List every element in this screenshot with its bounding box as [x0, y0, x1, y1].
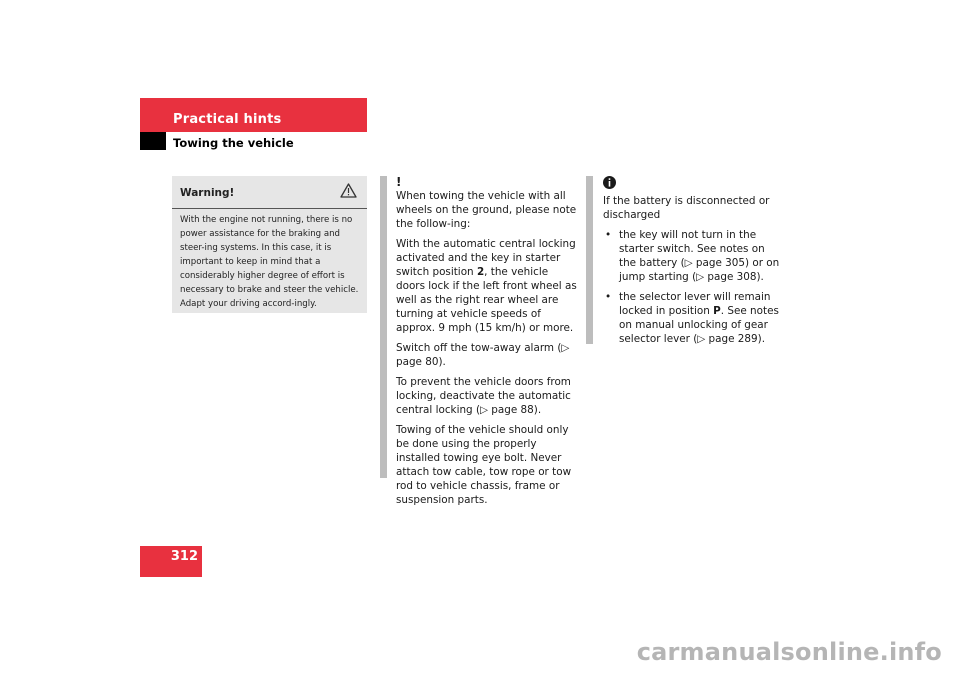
- info-intro: If the battery is disconnected or discharged: [603, 195, 770, 221]
- info-list: [603, 228, 783, 346]
- caution-bar: [380, 176, 387, 478]
- subsection-title: Towing the vehicle: [173, 136, 294, 150]
- list-item: • the key will not turn in the starter switch. See notes on the battery (▷ page 305) or on jump starting (▷ page 308).: [603, 228, 783, 284]
- page-number-tab: [140, 546, 202, 577]
- warning-text: With the engine not running, there is no power assistance for the braking and steer-ing systems. In this case, it is important to keep in mind that a considerably higher degree of effort is necessary to brake and steer the vehicle. Adapt your driving accord-ingly.: [180, 215, 359, 309]
- warning-triangle-icon: [340, 183, 357, 202]
- page-number: 312: [170, 549, 198, 564]
- info-column: [603, 176, 783, 352]
- watermark: carmanualsonline.info: [636, 638, 942, 666]
- warning-title: Warning!: [180, 187, 235, 199]
- info-icon: [603, 176, 783, 193]
- warning-header: [172, 176, 367, 209]
- caution-paragraph: Switch off the tow-away alarm (▷ page 80).: [396, 342, 570, 368]
- caution-paragraph: Towing of the vehicle should only be done using the properly installed towing eye bolt. Never attach tow cable, tow rope or tow rod to vehicle chassis, frame or suspension parts.: [396, 424, 572, 506]
- caution-paragraph: With the automatic central locking activated and the key in starter switch position 2, the vehicle doors lock if the left front wheel as well as the right rear wheel are turning at vehicle speeds of approx. 9 mph (15 km/h) or more.: [396, 238, 577, 334]
- caution-paragraph: To prevent the vehicle doors from locking, deactivate the automatic central locking (▷ page 88).: [396, 376, 571, 416]
- info-bar: [586, 176, 593, 344]
- section-title: Practical hints: [173, 112, 282, 127]
- caution-column: [396, 176, 578, 513]
- exclamation-icon: !: [396, 175, 402, 189]
- warning-box: [172, 176, 367, 313]
- list-item: • the selector lever will remain locked in position P. See notes on manual unlocking of gear selector lever (▷ page 289).: [603, 290, 783, 346]
- starter-position-value: 2: [476, 266, 485, 278]
- gear-position-value: P: [713, 305, 721, 317]
- header-marker: [140, 132, 166, 150]
- caution-paragraph: When towing the vehicle with all wheels on the ground, please note the follow-ing:: [396, 190, 577, 230]
